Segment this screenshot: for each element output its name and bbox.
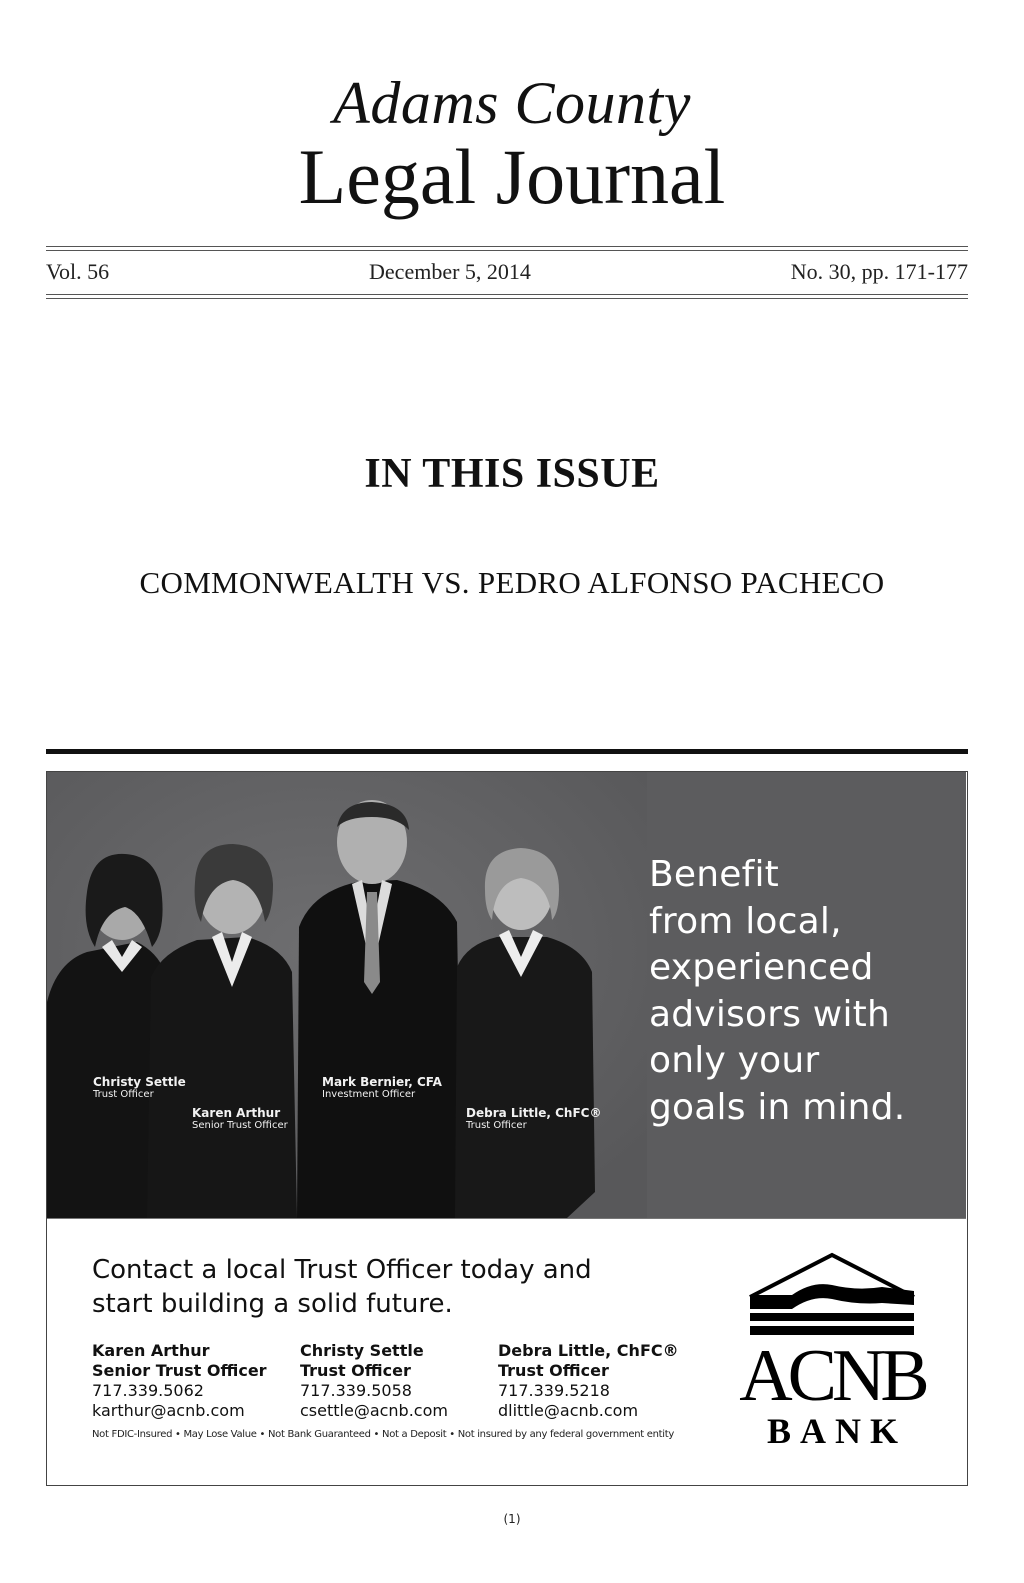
photo-caption [192,1107,288,1132]
contact-card [92,1341,300,1421]
contact-email: karthur@acnb.com [92,1401,245,1420]
contact-name: Debra Little, ChFC® [498,1341,679,1360]
contact-email: dlittle@acnb.com [498,1401,639,1420]
contact-phone: 717.339.5058 [300,1381,412,1400]
issue-info-bar [46,259,968,289]
page-number: (1) [503,1512,521,1526]
contact-name: Karen Arthur [92,1341,210,1360]
caption-name: Debra Little, ChFC® [466,1106,602,1120]
case-title: COMMONWEALTH VS. PEDRO ALFONSO PACHECO [139,565,885,600]
header-rule-top [46,246,968,251]
in-this-issue-heading: IN THIS ISSUE [364,451,660,497]
contact-title: Trust Officer [498,1361,609,1380]
headline-line: Benefit [649,854,780,895]
caption-name: Karen Arthur [192,1106,281,1120]
headline-line: only your [649,1040,820,1081]
contact-title: Trust Officer [300,1361,411,1380]
photo-caption [322,1076,442,1101]
headline-line: experienced [649,947,874,988]
caption-name: Christy Settle [93,1075,186,1089]
header-rule-bottom [46,294,968,299]
caption-title: Investment Officer [322,1089,416,1100]
issue-date: December 5, 2014 [369,259,531,284]
contact-list [92,1341,728,1421]
caption-title: Senior Trust Officer [192,1120,288,1131]
bank-roof-icon [732,1251,932,1341]
contact-card [498,1341,728,1421]
contact-phone: 717.339.5218 [498,1381,610,1400]
masthead [0,70,1024,220]
acnb-bank-logo [732,1251,932,1461]
ad-photo-panel [47,772,966,1218]
contact-name: Christy Settle [300,1341,424,1360]
legal-disclaimer: Not FDIC-Insured • May Lose Value • Not Bank Guaranteed • Not a Deposit • Not insured by any federal government entity [92,1429,674,1440]
headline-line: goals in mind. [649,1086,906,1128]
advisors-photo [47,772,647,1218]
cta-line: start building a solid future. [92,1289,453,1319]
logo-subword: BANK [766,1411,907,1451]
caption-title: Trust Officer [466,1120,527,1131]
headline-line: from local, [649,900,842,942]
logo-wordmark: ACNB [739,1335,925,1417]
journal-title-line1: Adams County [333,70,691,136]
section-divider [46,749,968,754]
photo-caption [466,1107,601,1132]
headline-line: advisors with [649,993,890,1035]
ad-contact-panel [47,1218,966,1484]
caption-name: Mark Bernier, CFA [322,1075,442,1089]
caption-title: Trust Officer [93,1089,154,1100]
journal-title-line2: Legal Journal [298,133,726,220]
acnb-advertisement [46,771,968,1486]
photo-caption [93,1076,186,1101]
contact-email: csettle@acnb.com [300,1401,448,1420]
ad-headline [649,852,959,1131]
issue-number-pages: No. 30, pp. 171-177 [790,259,968,284]
contact-title: Senior Trust Officer [92,1361,267,1380]
volume-label: Vol. 56 [46,259,110,284]
cta-line: Contact a local Trust Officer today and [92,1255,592,1285]
call-to-action [92,1253,592,1321]
contact-card [300,1341,498,1421]
contact-phone: 717.339.5062 [92,1381,204,1400]
